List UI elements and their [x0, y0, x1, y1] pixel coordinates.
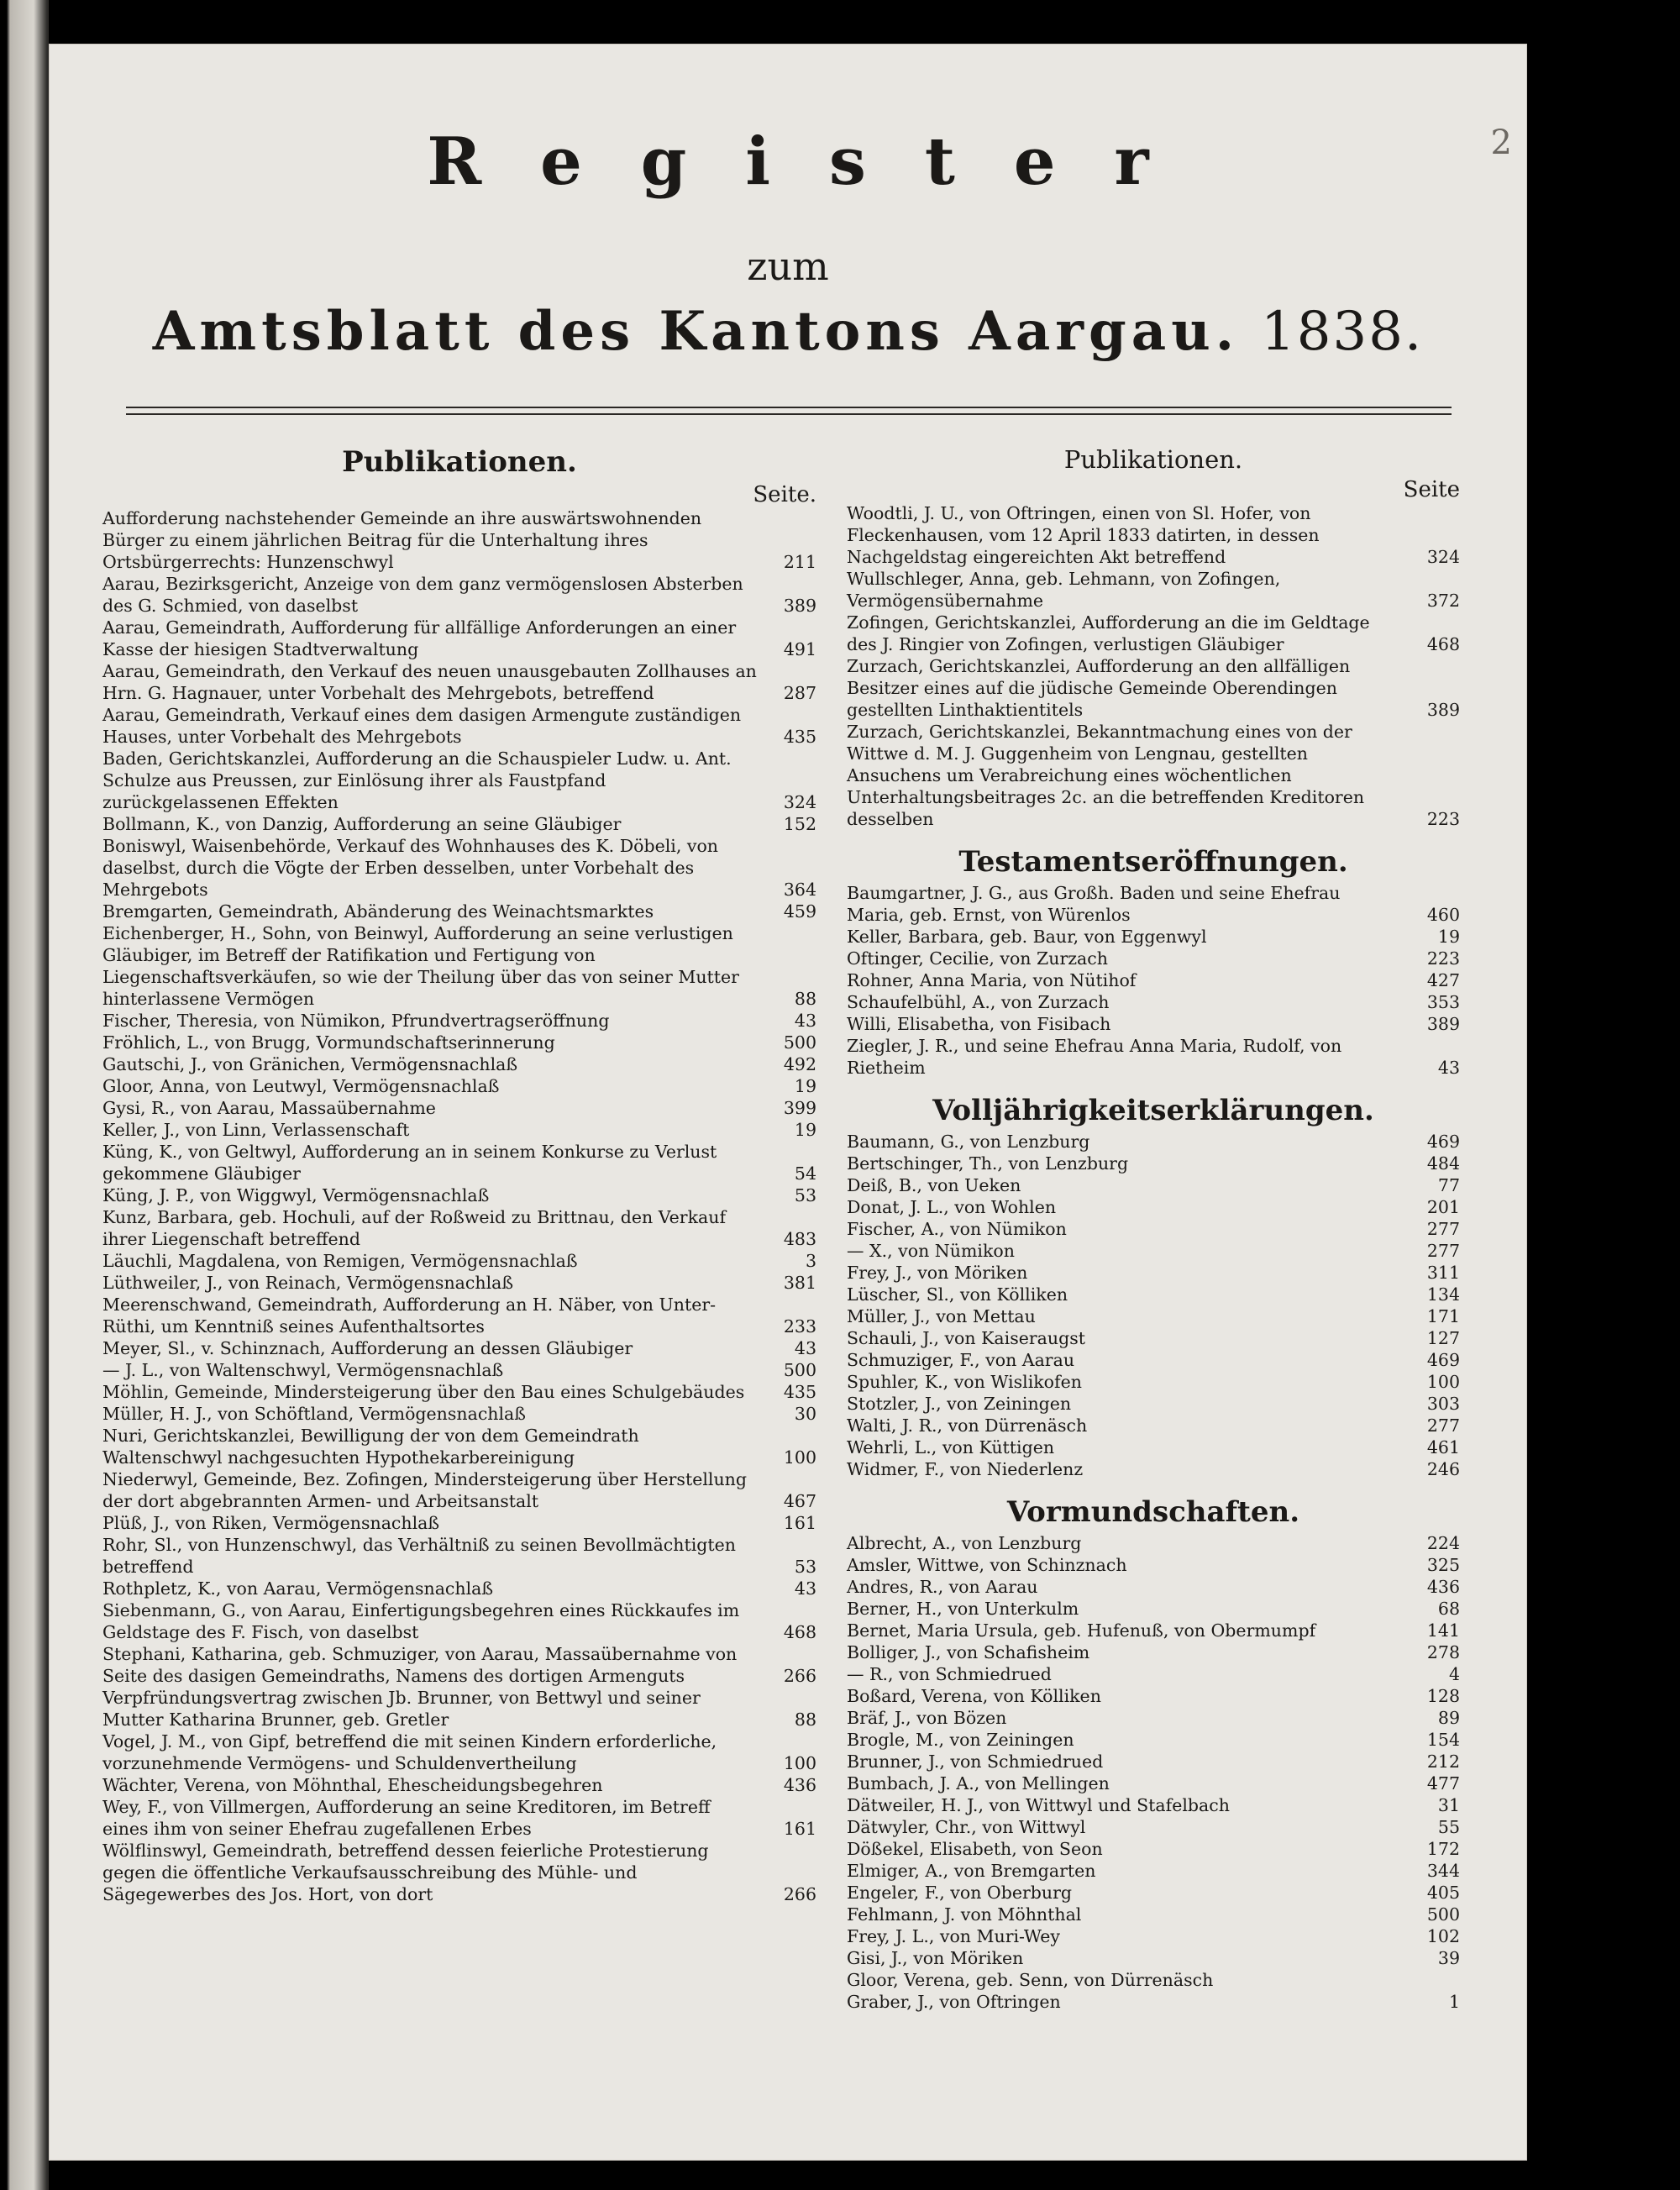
entry-page: 477	[1426, 1773, 1460, 1793]
entry-page: 372	[1426, 591, 1460, 611]
entry-page: 89	[1437, 1708, 1460, 1728]
index-entry	[847, 969, 1460, 991]
entry-text: Frey, J., von Möriken	[847, 1263, 1028, 1283]
entry-text: Verpfründungsvertrag zwischen Jb. Brunner, von Bettwyl und seiner Mutter Katharina Brunner, geb. Gretler	[102, 1688, 701, 1730]
entry-text: Andres, R., von Aarau	[847, 1577, 1038, 1597]
entry-text: Albrecht, A., von Lenzburg	[847, 1533, 1082, 1553]
index-entry	[102, 1599, 816, 1643]
entry-text: Baden, Gerichtskanzlei, Aufforderung an die Schauspieler Ludw. u. Ant. Schulze aus Preussen, zur Einlösung ihrer als Faustpfand zurückgelassenen Effekten	[102, 748, 732, 812]
entry-text: Wey, F., von Villmergen, Aufforderung an seine Kreditoren, im Betreff eines ihm von seiner Ehefrau zugefallenen Erbes	[102, 1797, 711, 1839]
entry-text: Bumbach, J. A., von Mellingen	[847, 1773, 1110, 1793]
index-entry	[102, 1075, 816, 1097]
index-entry	[847, 568, 1460, 612]
section-heading-publikationen: Publikationen.	[342, 445, 577, 479]
page-number: 2	[1490, 123, 1512, 162]
entry-page: 154	[1426, 1730, 1460, 1750]
entry-text: Wächter, Verena, von Möhnthal, Ehescheidungsbegehren	[102, 1775, 603, 1795]
index-entry	[102, 1730, 816, 1774]
entry-text: Amsler, Wittwe, von Schinznach	[847, 1555, 1127, 1575]
entry-page: 467	[783, 1491, 816, 1511]
entry-text: Stephani, Katharina, geb. Schmuziger, von Aarau, Massaübernahme von Seite des dasigen Gemeindraths, Namens des dortigen Armenguts	[102, 1644, 738, 1686]
index-entry	[102, 1250, 816, 1272]
entry-page: 405	[1426, 1883, 1460, 1903]
index-entry	[102, 1403, 816, 1425]
entry-text: Meyer, Sl., v. Schinznach, Aufforderung an dessen Gläubiger	[102, 1338, 633, 1358]
entry-page: 161	[783, 1513, 816, 1533]
entry-page: 88	[794, 989, 816, 1009]
entry-text: Zurzach, Gerichtskanzlei, Bekanntmachung eines von der Wittwe d. M. J. Guggenheim von Lengnau, gestellten Ansuchens um Verabreichung eines wöchentlichen Unterhaltungsbeitrages 2c. an die betreffenden Kreditoren desselben	[847, 722, 1365, 829]
entry-text: Wehrli, L., von Küttigen	[847, 1437, 1055, 1457]
index-entry	[847, 1174, 1460, 1196]
testament-list	[847, 882, 1460, 1079]
entry-text: Baumann, G., von Lenzburg	[847, 1132, 1090, 1152]
entry-page: 483	[783, 1229, 816, 1249]
entry-page: 500	[783, 1360, 816, 1380]
index-entry	[847, 1772, 1460, 1794]
entry-text: Vogel, J. M., von Gipf, betreffend die mit seinen Kindern erforderliche, vorzunehmende Vermögens- und Schuldenvertheilung	[102, 1731, 717, 1773]
entry-text: — J. L., von Waltenschwyl, Vermögensnachlaß	[102, 1360, 504, 1380]
index-entry	[847, 948, 1460, 969]
entry-text: Gysi, R., von Aarau, Massaübernahme	[102, 1098, 436, 1118]
entry-text: Schaufelbühl, A., von Zurzach	[847, 992, 1110, 1012]
entry-text: — X., von Nümikon	[847, 1241, 1015, 1261]
index-entry	[102, 1468, 816, 1512]
entry-page: 460	[1426, 905, 1460, 925]
index-entry	[847, 1327, 1460, 1349]
entry-page: 246	[1426, 1459, 1460, 1479]
index-entry	[847, 1153, 1460, 1174]
index-entry	[847, 1598, 1460, 1620]
entry-page: 39	[1437, 1948, 1460, 1968]
entry-text: Bollmann, K., von Danzig, Aufforderung an seine Gläubiger	[102, 814, 622, 834]
index-entry	[847, 1641, 1460, 1663]
entry-page: 134	[1426, 1284, 1460, 1305]
index-entry	[847, 1947, 1460, 1969]
index-entry	[847, 1218, 1460, 1240]
entry-page: 68	[1437, 1599, 1460, 1619]
entry-page: 43	[1437, 1058, 1460, 1078]
index-entry	[847, 1196, 1460, 1218]
entry-page: 19	[794, 1076, 816, 1096]
entry-page: 266	[783, 1666, 816, 1686]
entry-text: Rohr, Sl., von Hunzenschwyl, das Verhältniß zu seinen Bevollmächtigten betreffend	[102, 1535, 736, 1577]
entry-text: Keller, Barbara, geb. Baur, von Eggenwyl	[847, 927, 1207, 947]
index-entry	[847, 1751, 1460, 1772]
entry-page: 311	[1426, 1263, 1460, 1283]
entry-page: 31	[1437, 1795, 1460, 1815]
index-entry	[847, 1860, 1460, 1882]
entry-text: Bräf, J., von Bözen	[847, 1708, 1007, 1728]
entry-text: Müller, H. J., von Schöftland, Vermögensnachlaß	[102, 1404, 526, 1424]
index-entry	[102, 1840, 816, 1905]
entry-text: Bertschinger, Th., von Lenzburg	[847, 1153, 1129, 1174]
entry-page: 468	[1426, 634, 1460, 654]
index-entry	[102, 1337, 816, 1359]
entry-text: Oftinger, Cecilie, von Zurzach	[847, 948, 1108, 969]
entry-text: Fehlmann, J. von Möhnthal	[847, 1904, 1082, 1925]
index-entry	[102, 1294, 816, 1337]
entry-page: 152	[783, 814, 816, 834]
index-entry	[102, 1774, 816, 1796]
entry-text: Wölflinswyl, Gemeindrath, betreffend dessen feierliche Protestierung gegen die öffentliche Verkaufsausschreibung des Mühle- und Sägegewerbes des Jos. Hort, von dort	[102, 1841, 709, 1904]
entry-page: 19	[1437, 927, 1460, 947]
amtsblatt-title	[49, 300, 1527, 363]
entry-page: 54	[794, 1163, 816, 1184]
entry-text: Frey, J. L., von Muri-Wey	[847, 1926, 1060, 1946]
entry-page: 277	[1426, 1241, 1460, 1261]
index-entry	[847, 1620, 1460, 1641]
entry-text: Gisi, J., von Möriken	[847, 1948, 1024, 1968]
entry-page: 484	[1426, 1153, 1460, 1174]
entry-text: Bremgarten, Gemeindrath, Abänderung des Weinachtsmarktes	[102, 901, 654, 922]
entry-text: Berner, H., von Unterkulm	[847, 1599, 1079, 1619]
entry-page: 436	[783, 1775, 816, 1795]
entry-text: Wullschleger, Anna, geb. Lehmann, von Zofingen, Vermögensübernahme	[847, 569, 1281, 611]
index-entry	[847, 1969, 1460, 1991]
entry-page: 223	[1426, 948, 1460, 969]
index-entry	[847, 1925, 1460, 1947]
entry-text: Aufforderung nachstehender Gemeinde an ihre auswärtswohnenden Bürger zu einem jährlichen Beitrag für die Unterhaltung ihres Ortsbürgerrechts: Hunzenschwyl	[102, 508, 702, 572]
entry-page: 43	[794, 1011, 816, 1031]
entry-page: 353	[1426, 992, 1460, 1012]
entry-text: Möhlin, Gemeinde, Mindersteigerung über den Bau eines Schulgebäudes	[102, 1382, 745, 1402]
index-entry	[847, 1532, 1460, 1554]
entry-page: 344	[1426, 1861, 1460, 1881]
index-entry	[102, 813, 816, 835]
index-entry	[102, 1512, 816, 1534]
index-entry	[847, 1685, 1460, 1707]
index-entry	[847, 502, 1460, 568]
index-entry	[102, 1578, 816, 1599]
entry-text: Ziegler, J. R., und seine Ehefrau Anna Maria, Rudolf, von Rietheim	[847, 1036, 1342, 1078]
entry-page: 55	[1437, 1817, 1460, 1837]
entry-page: 224	[1426, 1533, 1460, 1553]
publikationen-list	[102, 507, 816, 1905]
entry-page: 100	[783, 1753, 816, 1773]
entry-text: Aarau, Bezirksgericht, Anzeige von dem ganz vermögenslosen Absterben des G. Schmied, von daselbst	[102, 574, 743, 616]
index-entry	[847, 1794, 1460, 1816]
entry-page: 141	[1426, 1620, 1460, 1641]
entry-page: 389	[783, 596, 816, 616]
index-entry	[847, 1816, 1460, 1838]
index-entry	[847, 991, 1460, 1013]
index-entry	[847, 1262, 1460, 1284]
entry-text: Nuri, Gerichtskanzlei, Bewilligung der von dem Gemeindrath Waltenschwyl nachgesuchten Hypothekarbereinigung	[102, 1426, 639, 1468]
entry-page: 201	[1426, 1197, 1460, 1217]
entry-text: Boßard, Verena, von Kölliken	[847, 1686, 1101, 1706]
entry-text: Dätweiler, H. J., von Wittwyl und Stafelbach	[847, 1795, 1230, 1815]
entry-page: 223	[1426, 809, 1460, 829]
index-entry	[847, 721, 1460, 830]
section-heading-vormund: Vormundschaften.	[1006, 1495, 1300, 1529]
entry-text: Aarau, Gemeindrath, Verkauf eines dem dasigen Armengute zuständigen Hauses, unter Vorbehalt des Mehrgebots	[102, 705, 742, 747]
index-entry	[847, 1729, 1460, 1751]
section-heading-testament: Testamentseröffnungen.	[958, 845, 1348, 879]
entry-text: Deiß, B., von Ueken	[847, 1175, 1021, 1195]
entry-text: Willi, Elisabetha, von Fisibach	[847, 1014, 1111, 1034]
index-entry	[102, 1381, 816, 1403]
entry-page: 287	[783, 683, 816, 703]
entry-text: Müller, J., von Mettau	[847, 1306, 1036, 1326]
entry-page: 128	[1426, 1686, 1460, 1706]
index-entry	[847, 1393, 1460, 1415]
index-entry	[847, 882, 1460, 926]
index-entry	[847, 1882, 1460, 1904]
index-entry	[847, 612, 1460, 655]
index-entry	[102, 1053, 816, 1075]
entry-text: Aarau, Gemeindrath, Aufforderung für allfällige Anforderungen an einer Kasse der hiesigen Stadtverwaltung	[102, 617, 737, 659]
entry-page: 492	[783, 1054, 816, 1074]
section-heading-publikationen-cont: Publikationen.	[1063, 445, 1243, 474]
index-entry	[847, 1284, 1460, 1305]
entry-text: Schmuziger, F., von Aarau	[847, 1350, 1075, 1370]
entry-text: Woodtli, J. U., von Oftringen, einen von Sl. Hofer, von Fleckenhausen, vom 12 April 1833 datirten, in dessen Nachgeldstag eingereichten Akt betreffend	[847, 503, 1320, 567]
index-entry	[102, 1796, 816, 1840]
entry-text: Zofingen, Gerichtskanzlei, Aufforderung an die im Geldtage des J. Ringier von Zofingen, verlustigen Gläubiger	[847, 612, 1370, 654]
entry-page: 100	[1426, 1372, 1460, 1392]
seite-label: Seite.	[753, 482, 816, 507]
entry-page: 43	[794, 1578, 816, 1599]
double-rule-top	[126, 407, 1452, 408]
entry-page: 468	[783, 1622, 816, 1642]
amtsblatt-name: Amtsblatt des Kantons Aargau.	[152, 300, 1240, 363]
entry-text: Dätwyler, Chr., von Wittwyl	[847, 1817, 1086, 1837]
entry-text: Engeler, F., von Oberburg	[847, 1883, 1073, 1903]
entry-page: 435	[783, 727, 816, 747]
register-subtitle: zum	[747, 244, 829, 289]
seite-label-right: Seite	[1403, 477, 1460, 502]
entry-text: Stotzler, J., von Zeiningen	[847, 1394, 1072, 1414]
index-entry	[847, 1838, 1460, 1860]
index-entry	[102, 1534, 816, 1578]
index-entry	[102, 1141, 816, 1184]
index-entry	[847, 1458, 1460, 1480]
publikationen-cont-list	[847, 502, 1460, 830]
index-entry	[102, 1687, 816, 1730]
entry-page: 4	[1448, 1664, 1460, 1684]
index-entry	[102, 1097, 816, 1119]
entry-text: Zurzach, Gerichtskanzlei, Aufforderung an den allfälligen Besitzer eines auf die jüdische Gemeinde Oberendingen gestellten Linthaktientitels	[847, 656, 1351, 720]
entry-page: 436	[1426, 1577, 1460, 1597]
entry-page: 161	[783, 1819, 816, 1839]
entry-page: 277	[1426, 1415, 1460, 1436]
entry-page: 461	[1426, 1437, 1460, 1457]
index-entry	[847, 1305, 1460, 1327]
entry-text: Schauli, J., von Kaiseraugst	[847, 1328, 1085, 1348]
entry-page: 435	[783, 1382, 816, 1402]
entry-page: 427	[1426, 970, 1460, 990]
entry-page: 278	[1426, 1642, 1460, 1662]
index-entry	[847, 1663, 1460, 1685]
entry-page: 53	[794, 1557, 816, 1577]
entry-page: 459	[783, 901, 816, 922]
entry-text: Keller, J., von Linn, Verlassenschaft	[102, 1120, 410, 1140]
entry-text: Widmer, F., von Niederlenz	[847, 1459, 1084, 1479]
year: 1838.	[1261, 301, 1424, 363]
index-entry	[102, 922, 816, 1010]
index-entry	[102, 704, 816, 748]
entry-page: 500	[1426, 1904, 1460, 1925]
index-entry	[847, 1371, 1460, 1393]
index-entry	[102, 1032, 816, 1053]
entry-page: 1	[1448, 1992, 1460, 2012]
entry-page: 266	[783, 1884, 816, 1904]
entry-page: 171	[1426, 1306, 1460, 1326]
entry-page: 100	[783, 1447, 816, 1468]
right-column	[847, 445, 1460, 2013]
volljaehrig-list	[847, 1131, 1460, 1480]
entry-text: Brunner, J., von Schmiedrued	[847, 1751, 1104, 1772]
entry-page: 19	[794, 1120, 816, 1140]
index-entry	[102, 1359, 816, 1381]
entry-text: Meerenschwand, Gemeindrath, Aufforderung an H. Näber, von Unter-Rüthi, um Kenntniß seines Aufenthaltsortes	[102, 1295, 717, 1337]
index-entry	[847, 1240, 1460, 1262]
entry-page: 500	[783, 1032, 816, 1053]
index-entry	[847, 926, 1460, 948]
entry-text: Graber, J., von Oftringen	[847, 1992, 1061, 2012]
entry-text: Brogle, M., von Zeiningen	[847, 1730, 1074, 1750]
index-entry	[102, 1184, 816, 1206]
entry-text: Donat, J. L., von Wohlen	[847, 1197, 1057, 1217]
index-entry	[102, 507, 816, 573]
index-entry	[847, 1035, 1460, 1079]
index-entry	[847, 655, 1460, 721]
entry-text: Bernet, Maria Ursula, geb. Hufenuß, von Obermumpf	[847, 1620, 1316, 1641]
entry-page: 364	[783, 880, 816, 900]
entry-page: 30	[794, 1404, 816, 1424]
index-entry	[102, 1643, 816, 1687]
entry-page: 491	[783, 639, 816, 659]
index-entry	[102, 617, 816, 660]
register-title: Register	[427, 123, 1208, 200]
entry-text: Gautschi, J., von Gränichen, Vermögensnachlaß	[102, 1054, 518, 1074]
index-entry	[847, 1349, 1460, 1371]
entry-text: Boniswyl, Waisenbehörde, Verkauf des Wohnhauses des K. Döbeli, von daselbst, durch die Vögte der Erben desselben, unter Vorbehalt des Mehrgebots	[102, 836, 718, 900]
entry-page: 211	[783, 552, 816, 572]
left-column	[102, 445, 816, 1905]
index-entry	[102, 901, 816, 922]
entry-page: 3	[805, 1251, 816, 1271]
entry-page: 324	[783, 792, 816, 812]
entry-text: Dößekel, Elisabeth, von Seon	[847, 1839, 1103, 1859]
index-entry	[102, 660, 816, 704]
entry-text: Fröhlich, L., von Brugg, Vormundschaftserinnerung	[102, 1032, 555, 1053]
entry-text: Fischer, A., von Nümikon	[847, 1219, 1067, 1239]
entry-text: Küng, J. P., von Wiggwyl, Vermögensnachlaß	[102, 1185, 490, 1205]
index-entry	[847, 1707, 1460, 1729]
entry-text: Plüß, J., von Riken, Vermögensnachlaß	[102, 1513, 440, 1533]
entry-page: 88	[794, 1709, 816, 1730]
entry-page: 277	[1426, 1219, 1460, 1239]
entry-text: Niederwyl, Gemeinde, Bez. Zofingen, Mindersteigerung über Herstellung der dort abgebrannten Armen- und Arbeitsanstalt	[102, 1469, 747, 1511]
index-entry	[102, 1119, 816, 1141]
index-entry	[847, 1131, 1460, 1153]
index-entry	[847, 1415, 1460, 1436]
entry-page: 325	[1426, 1555, 1460, 1575]
entry-page: 53	[794, 1185, 816, 1205]
index-entry	[102, 1010, 816, 1032]
entry-page: 77	[1437, 1175, 1460, 1195]
entry-page: 303	[1426, 1394, 1460, 1414]
entry-page: 389	[1426, 700, 1460, 720]
index-entry	[847, 1904, 1460, 1925]
entry-text: Lüscher, Sl., von Kölliken	[847, 1284, 1068, 1305]
entry-text: Lüthweiler, J., von Reinach, Vermögensnachlaß	[102, 1273, 514, 1293]
entry-text: Aarau, Gemeindrath, den Verkauf des neuen unausgebauten Zollhauses an Hrn. G. Hagnauer, unter Vorbehalt des Mehrgebots, betreffend	[102, 661, 757, 703]
entry-text: Spuhler, K., von Wislikofen	[847, 1372, 1082, 1392]
entry-text: Baumgartner, J. G., aus Großh. Baden und seine Ehefrau Maria, geb. Ernst, von Würenlos	[847, 883, 1341, 925]
register-page	[49, 44, 1527, 2161]
entry-text: Gloor, Verena, geb. Senn, von Dürrenäsch	[847, 1970, 1214, 1990]
entry-text: Rohner, Anna Maria, von Nütihof	[847, 970, 1137, 990]
index-entry	[102, 1272, 816, 1294]
entry-page: 381	[783, 1273, 816, 1293]
entry-page: 172	[1426, 1839, 1460, 1859]
vormund-list	[847, 1532, 1460, 2013]
entry-page: 399	[783, 1098, 816, 1118]
entry-page: 469	[1426, 1132, 1460, 1152]
index-entry	[847, 1576, 1460, 1598]
index-entry	[102, 748, 816, 813]
entry-text: — R., von Schmiedrued	[847, 1664, 1052, 1684]
entry-text: Siebenmann, G., von Aarau, Einfertigungsbegehren eines Rückkaufes im Geldstage des F. Fisch, von daselbst	[102, 1600, 740, 1642]
index-entry	[847, 1991, 1460, 2013]
entry-page: 469	[1426, 1350, 1460, 1370]
entry-text: Eichenberger, H., Sohn, von Beinwyl, Aufforderung an seine verlustigen Gläubiger, im Betreff der Ratifikation und Fertigung von Liegenschaftsverkäufen, so wie der Theilung über das von seiner Mutter hinterlassene Vermögen	[102, 923, 739, 1009]
entry-page: 389	[1426, 1014, 1460, 1034]
entry-page: 127	[1426, 1328, 1460, 1348]
entry-page: 233	[783, 1316, 816, 1337]
index-entry	[102, 835, 816, 901]
index-entry	[847, 1436, 1460, 1458]
entry-page: 102	[1426, 1926, 1460, 1946]
entry-text: Gloor, Anna, von Leutwyl, Vermögensnachlaß	[102, 1076, 500, 1096]
entry-text: Läuchli, Magdalena, von Remigen, Vermögensnachlaß	[102, 1251, 578, 1271]
entry-page: 212	[1426, 1751, 1460, 1772]
index-entry	[847, 1013, 1460, 1035]
double-rule-bottom	[126, 413, 1452, 415]
entry-text: Rothpletz, K., von Aarau, Vermögensnachlaß	[102, 1578, 494, 1599]
entry-text: Bolliger, J., von Schafisheim	[847, 1642, 1090, 1662]
entry-text: Elmiger, A., von Bremgarten	[847, 1861, 1096, 1881]
entry-text: Fischer, Theresia, von Nümikon, Pfrundvertragseröffnung	[102, 1011, 610, 1031]
entry-text: Walti, J. R., von Dürrenäsch	[847, 1415, 1088, 1436]
section-heading-volljaehrig: Volljährigkeitserklärungen.	[932, 1094, 1374, 1127]
index-entry	[102, 1206, 816, 1250]
entry-page: 324	[1426, 547, 1460, 567]
entry-text: Küng, K., von Geltwyl, Aufforderung an in seinem Konkurse zu Verlust gekommene Gläubiger	[102, 1142, 717, 1184]
page-edge-shadow	[0, 0, 49, 2190]
entry-page: 43	[794, 1338, 816, 1358]
entry-text: Kunz, Barbara, geb. Hochuli, auf der Roßweid zu Brittnau, den Verkauf ihrer Liegenschaft betreffend	[102, 1207, 727, 1249]
index-entry	[102, 573, 816, 617]
index-entry	[847, 1554, 1460, 1576]
index-entry	[102, 1425, 816, 1468]
